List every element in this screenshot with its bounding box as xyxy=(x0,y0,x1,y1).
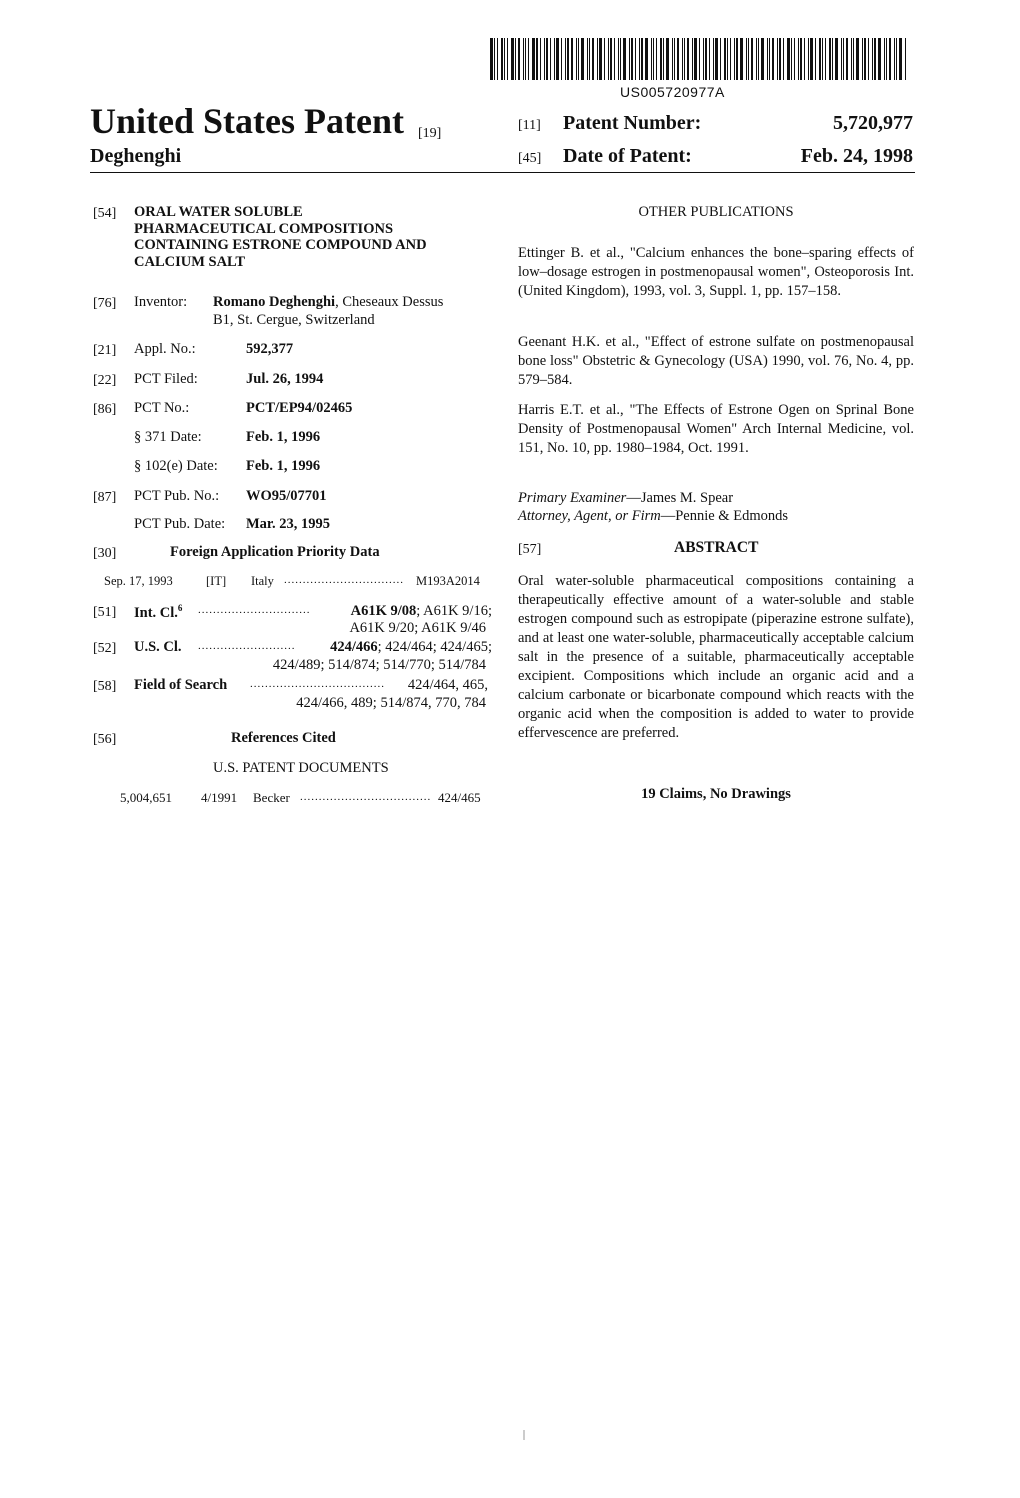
barcode-bar xyxy=(779,38,781,80)
barcode-bar xyxy=(864,38,866,80)
pct-filed-label: PCT Filed: xyxy=(134,371,198,387)
barcode-bar xyxy=(761,38,764,80)
barcode-bar xyxy=(758,38,759,80)
intcl-label-line xyxy=(134,603,182,622)
publication-1: Ettinger B. et al., "Calcium enhances the bone–sparing effects of low–dosage estrogen in postmenopausal women", Osteoporosis Int. (United Kingdom), 1993, vol. 3, Suppl. 1, pp. 157–158. xyxy=(518,245,914,299)
uscl-values xyxy=(330,639,492,656)
barcode-bar xyxy=(536,38,538,80)
intcl-values xyxy=(351,603,492,620)
barcode-bar xyxy=(576,38,577,80)
barcode-bar xyxy=(851,38,852,80)
barcode-bar xyxy=(783,38,784,80)
barcode-bar xyxy=(490,38,493,80)
inventor-short: Deghenghi xyxy=(90,145,182,167)
barcode-bar xyxy=(523,38,524,80)
field-values: 424/464, 465, xyxy=(407,677,488,693)
barcode-bar xyxy=(532,38,535,80)
patent-date: Feb. 24, 1998 xyxy=(800,145,913,167)
uscl-main: 424/466 xyxy=(330,639,378,655)
barcode-bar xyxy=(769,38,770,80)
field-code: [58] xyxy=(93,679,117,694)
barcode-bar xyxy=(825,38,826,80)
barcode-bar xyxy=(835,38,838,80)
barcode-bar xyxy=(550,38,551,80)
barcode-bar xyxy=(705,38,707,80)
date-label: Date of Patent: xyxy=(563,145,692,167)
barcode-bar xyxy=(772,38,774,80)
barcode-bar xyxy=(639,38,640,80)
barcode-bar xyxy=(641,38,643,80)
uscl-rest: ; 424/464; 424/465; xyxy=(377,639,492,655)
barcode-bar xyxy=(884,38,885,80)
foreign-dots: ................................ xyxy=(284,574,404,586)
foreign-cc: [IT] xyxy=(206,574,227,588)
foreign-date: Sep. 17, 1993 xyxy=(104,574,173,588)
barcode-bar xyxy=(687,38,689,80)
intcl-dots: .............................. xyxy=(198,604,311,616)
barcode-bar xyxy=(587,38,588,80)
barcode-bar xyxy=(684,38,685,80)
barcode-bar xyxy=(709,38,710,80)
inventor-code: [76] xyxy=(93,296,117,311)
pct-no-value: PCT/EP94/02465 xyxy=(246,400,353,416)
barcode-bar xyxy=(872,38,873,80)
pub-date-label: PCT Pub. Date: xyxy=(134,516,226,532)
patent-number-label: Patent Number: xyxy=(563,112,702,134)
appl-label: Appl. No.: xyxy=(134,341,196,357)
barcode-bar xyxy=(767,38,768,80)
barcode-bar xyxy=(507,38,508,80)
barcode-bar xyxy=(635,38,636,80)
barcode-bar xyxy=(629,38,630,80)
field-values-2: 424/466, 489; 514/874, 770, 784 xyxy=(296,695,486,711)
s371-label: § 371 Date: xyxy=(134,429,202,445)
country-title: United States Patent xyxy=(90,101,404,141)
publication-2: Geenant H.K. et al., "Effect of estrone sulfate on postmenopausal bone loss" Obstetric & Gynecology (USA) 1990, vol. 76, No. 4, pp. 579–584. xyxy=(518,334,914,388)
barcode-bar xyxy=(581,38,584,80)
pub-no-label: PCT Pub. No.: xyxy=(134,488,220,504)
barcode-bar xyxy=(618,38,619,80)
barcode-bar xyxy=(889,38,891,80)
barcode-bar xyxy=(614,38,615,80)
barcode-bar xyxy=(497,38,498,80)
abstract-heading: ABSTRACT xyxy=(674,539,759,556)
s371-value: Feb. 1, 1996 xyxy=(246,429,321,445)
claims-summary: 19 Claims, No Drawings xyxy=(641,786,791,802)
barcode-bar xyxy=(666,38,669,80)
field-label: Field of Search xyxy=(134,677,228,693)
barcode-bar xyxy=(853,38,854,80)
us-docs-heading: U.S. PATENT DOCUMENTS xyxy=(213,760,389,776)
title-code: [19] xyxy=(417,126,442,141)
barcode-bar xyxy=(740,38,743,80)
barcode-bar xyxy=(800,38,802,80)
barcode-bar xyxy=(677,38,679,80)
barcode-bar xyxy=(672,38,673,80)
date-code: [45] xyxy=(518,151,542,166)
barcode-bar xyxy=(730,38,731,80)
foreign-number: M193A2014 xyxy=(416,574,480,588)
barcode-bar xyxy=(794,38,795,80)
barcode-bar xyxy=(561,38,562,80)
appl-value: 592,377 xyxy=(246,341,294,357)
invention-title-line: ORAL WATER SOLUBLE xyxy=(134,204,303,220)
intcl-main: A61K 9/08 xyxy=(350,603,417,619)
barcode-bar xyxy=(874,38,876,80)
appl-code: [21] xyxy=(93,343,117,358)
pct-filed-code: [22] xyxy=(93,373,117,388)
barcode-bar xyxy=(623,38,626,80)
pub-no-value: WO95/07701 xyxy=(246,488,327,504)
barcode-bar xyxy=(798,38,799,80)
barcode-label: US005720977A xyxy=(620,84,725,100)
barcode-bar xyxy=(540,38,541,80)
examiner-line xyxy=(518,490,733,507)
patent-number: 5,720,977 xyxy=(833,112,913,134)
barcode-bar xyxy=(715,38,718,80)
ref-date: 4/1991 xyxy=(201,790,238,805)
barcode-bar xyxy=(746,38,747,80)
barcode-bar xyxy=(556,38,559,80)
barcode-bar xyxy=(571,38,573,80)
barcode-bar xyxy=(751,38,753,80)
barcode-bar xyxy=(862,38,863,80)
s102-value: Feb. 1, 1996 xyxy=(246,458,321,474)
barcode-bar xyxy=(504,38,505,80)
inventor-label: Inventor: xyxy=(134,294,188,310)
barcode-bar xyxy=(494,38,495,80)
barcode-bar xyxy=(832,38,833,80)
header-divider xyxy=(90,172,915,173)
barcode-bar xyxy=(791,38,792,80)
barcode-bar xyxy=(843,38,844,80)
barcode-bar xyxy=(645,38,648,80)
invention-title xyxy=(134,204,494,270)
barcode-bar xyxy=(822,38,823,80)
barcode-bar xyxy=(599,38,602,80)
pct-no-label: PCT No.: xyxy=(134,400,190,416)
intcl-label: Int. Cl. xyxy=(134,604,178,621)
uscl-code: [52] xyxy=(93,641,117,656)
barcode-bar xyxy=(525,38,526,80)
field-dots: .................................... xyxy=(250,678,385,690)
barcode-bar xyxy=(565,38,566,80)
patent-title-heading xyxy=(90,100,441,142)
barcode-bar xyxy=(808,38,809,80)
barcode-bar xyxy=(663,38,664,80)
barcode-bar xyxy=(692,38,693,80)
barcode-bar xyxy=(727,38,728,80)
scan-mark xyxy=(523,1430,525,1440)
barcode xyxy=(490,38,910,80)
barcode-bar xyxy=(878,38,881,80)
ref-name: Becker xyxy=(253,790,290,805)
barcode-bar xyxy=(515,38,516,80)
barcode-bar xyxy=(653,38,654,80)
barcode-bar xyxy=(554,38,555,80)
inventor-line1 xyxy=(213,294,443,311)
foreign-code: [30] xyxy=(93,546,117,561)
ref-class: 424/465 xyxy=(438,790,481,805)
barcode-bar xyxy=(819,38,821,80)
barcode-bar xyxy=(748,38,749,80)
inventor-name: Romano Deghenghi xyxy=(213,294,336,310)
abstract-body: Oral water-soluble pharmaceutical compositions containing a therapeutically effective amount of a water-soluble and stable estrogen compound such as estropipate (piperazine estrone sulfate), and at least one water-soluble, pharmaceutically acceptable calcium salt in the presence of a suitable, pharmaceutically acceptable excipient. Compositions which include an organic acid and a calcium carbonate or bicarbonate compound which reacts with the organic acid when the composition is added to water to provide effervescence are preferred. xyxy=(518,573,914,741)
barcode-bar xyxy=(734,38,735,80)
intcl-values-2: A61K 9/20; A61K 9/46 xyxy=(349,620,486,636)
title-code-54: [54] xyxy=(93,206,117,221)
barcode-bar xyxy=(856,38,859,80)
barcode-bar xyxy=(756,38,757,80)
patent-number-code: [11] xyxy=(518,118,541,133)
ref-number: 5,004,651 xyxy=(120,790,172,805)
barcode-bar xyxy=(804,38,805,80)
ref-dots: ................................... xyxy=(300,791,432,803)
barcode-bar xyxy=(544,38,545,80)
barcode-bar xyxy=(886,38,887,80)
barcode-bar xyxy=(620,38,621,80)
foreign-country: Italy xyxy=(251,574,274,588)
attorney-name: —Pennie & Edmonds xyxy=(660,508,788,524)
intcl-rest: ; A61K 9/16; xyxy=(416,603,492,619)
uscl-dots: .......................... xyxy=(198,640,296,652)
barcode-bar xyxy=(841,38,842,80)
examiner-label: Primary Examiner xyxy=(518,490,627,506)
barcode-bar xyxy=(899,38,902,80)
barcode-bar xyxy=(567,38,569,80)
invention-title-line: PHARMACEUTICAL COMPOSITIONS xyxy=(134,220,394,237)
barcode-bar xyxy=(815,38,816,80)
refs-heading: References Cited xyxy=(231,730,336,746)
barcode-bar xyxy=(518,38,520,80)
barcode-bar xyxy=(713,38,714,80)
foreign-heading: Foreign Application Priority Data xyxy=(170,544,380,560)
uscl-values-2: 424/489; 514/874; 514/770; 514/784 xyxy=(272,657,486,673)
barcode-bar xyxy=(724,38,726,80)
barcode-bar xyxy=(894,38,895,80)
barcode-bar xyxy=(608,38,609,80)
attorney-label: Attorney, Agent, or Firm xyxy=(518,508,661,524)
barcode-bar xyxy=(592,38,594,80)
barcode-bar xyxy=(589,38,590,80)
barcode-bar xyxy=(578,38,579,80)
other-pubs-heading: OTHER PUBLICATIONS xyxy=(638,204,794,220)
s102-label: § 102(e) Date: xyxy=(134,458,218,474)
barcode-bar xyxy=(846,38,848,80)
barcode-bar xyxy=(546,38,548,80)
barcode-bar xyxy=(787,38,790,80)
date-line xyxy=(518,145,913,168)
barcode-bar xyxy=(682,38,683,80)
intcl-sup: 6 xyxy=(177,603,183,613)
inventor-address-2: B1, St. Cergue, Switzerland xyxy=(213,312,375,328)
pct-no-code: [86] xyxy=(93,402,117,417)
barcode-bar xyxy=(736,38,738,80)
barcode-bar xyxy=(656,38,657,80)
attorney-line xyxy=(518,508,788,525)
barcode-bar xyxy=(660,38,662,80)
barcode-bar xyxy=(829,38,831,80)
pct-filed-value: Jul. 26, 1994 xyxy=(246,371,324,387)
publication-3: Harris E.T. et al., "The Effects of Estrone Ogen on Sprinal Bone Density of Postmenopausal Women" Arch Internal Medicine, vol. 151, No. 10, pp. 1980–1984, Oct. 1991. xyxy=(518,402,914,456)
pub-no-code: [87] xyxy=(93,490,117,505)
barcode-bar xyxy=(651,38,652,80)
inventor-address: , Cheseaux Dessus xyxy=(335,294,444,310)
barcode-bar xyxy=(699,38,700,80)
barcode-bar xyxy=(610,38,612,80)
barcode-bar xyxy=(810,38,813,80)
invention-title-line: CALCIUM SALT xyxy=(134,253,246,270)
barcode-bar xyxy=(868,38,869,80)
invention-title-line: CONTAINING ESTRONE COMPOUND AND xyxy=(134,237,427,253)
intcl-code: [51] xyxy=(93,605,117,620)
barcode-bar xyxy=(905,38,906,80)
examiner-name: —James M. Spear xyxy=(626,490,734,506)
abstract-code: [57] xyxy=(518,542,542,557)
refs-code: [56] xyxy=(93,732,117,747)
barcode-bar xyxy=(501,38,503,80)
barcode-bar xyxy=(604,38,605,80)
uscl-label: U.S. Cl. xyxy=(134,639,182,655)
barcode-bar xyxy=(674,38,675,80)
barcode-bar xyxy=(703,38,704,80)
patent-number-line xyxy=(518,112,913,135)
pub-date-value: Mar. 23, 1995 xyxy=(246,516,331,532)
barcode-bar xyxy=(694,38,697,80)
barcode-bar xyxy=(631,38,633,80)
barcode-bar xyxy=(528,38,529,80)
barcode-bar xyxy=(597,38,598,80)
barcode-bar xyxy=(720,38,721,80)
barcode-bar xyxy=(896,38,897,80)
barcode-bar xyxy=(511,38,514,80)
barcode-bar xyxy=(777,38,778,80)
